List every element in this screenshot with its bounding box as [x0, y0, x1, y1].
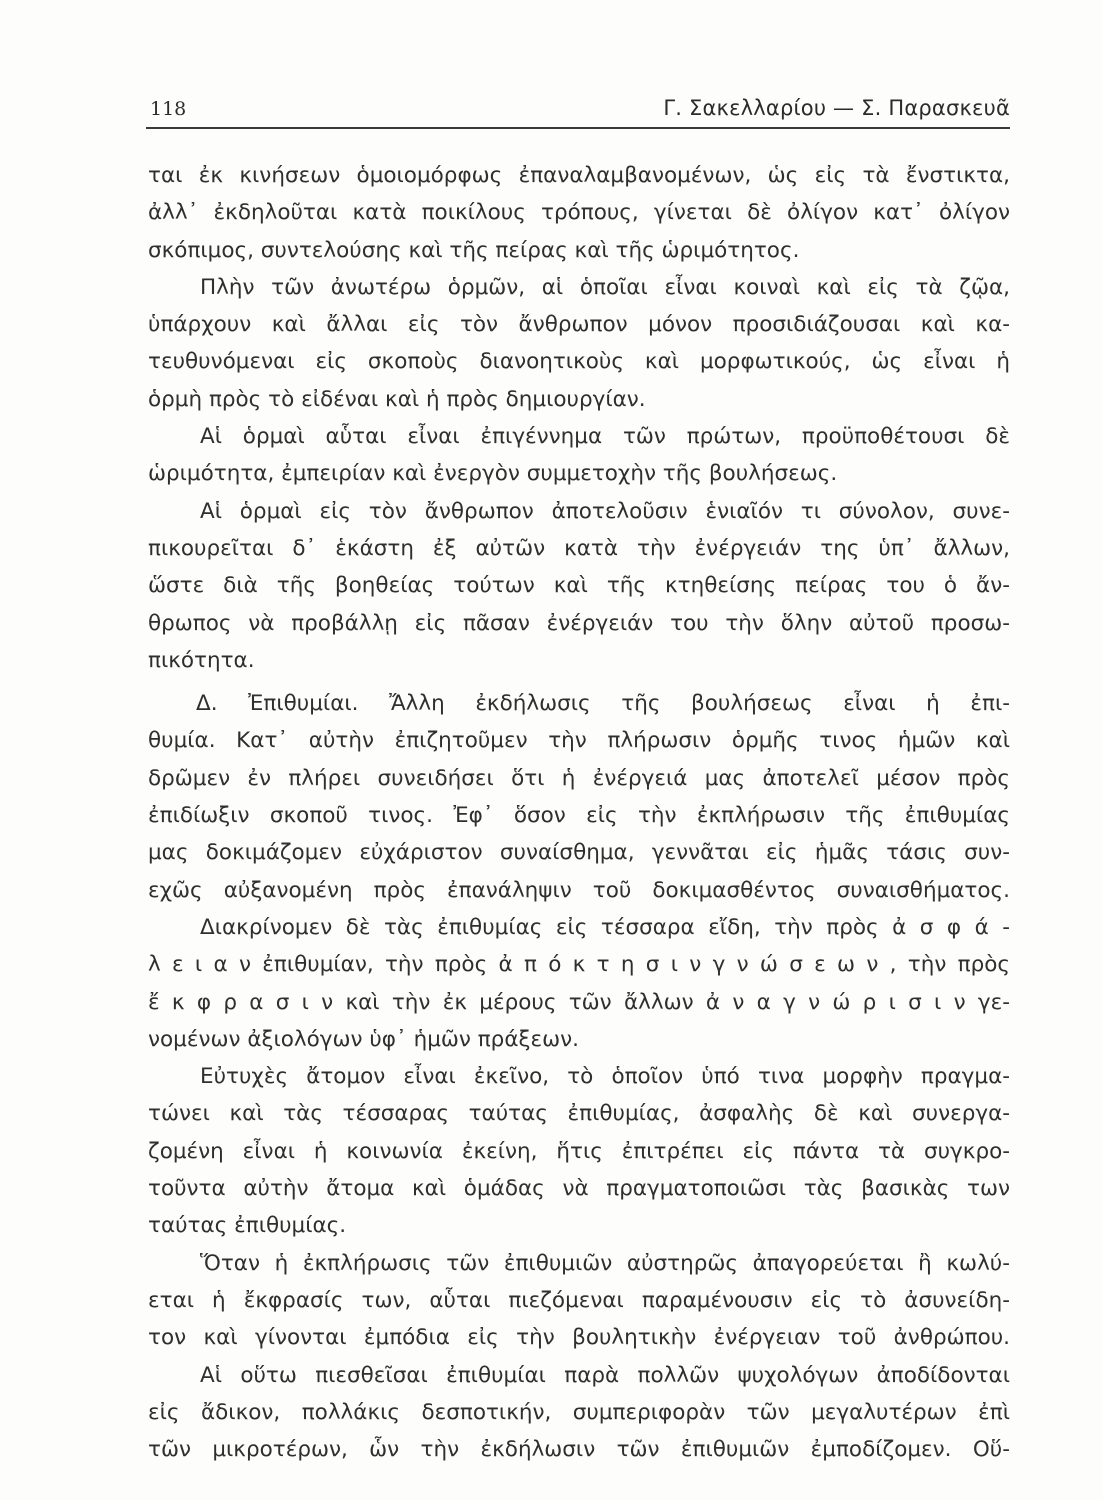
- text-line: ὡριμότητα, ἐμπειρίαν καὶ ἐνεργὸν συμμετοχὴν τῆς βουλήσεως.: [148, 461, 838, 487]
- header-rule: [146, 127, 1010, 129]
- section-heading-line: Δ. Ἐπιθυμίαι. Ἄλλη ἐκδήλωσις τῆς βουλήσεως εἶναι ἡ ἐπι-: [196, 691, 1010, 717]
- text-line: εχῶς αὐξανομένη πρὸς ἐπανάληψιν τοῦ δοκιμασθέντος συναισθήματος.: [148, 877, 1010, 903]
- running-head: Γ. Σακελλαρίου — Σ. Παρασκευᾶ: [663, 96, 1010, 120]
- text-line: Αἱ ὁρμαὶ αὗται εἶναι ἐπιγέννημα τῶν πρώτων, προϋποθέτουσι δὲ: [200, 424, 1010, 450]
- text-line: ται ἐκ κινήσεων ὁμοιομόρφως ἐπαναλαμβανομένων, ὡς εἰς τὰ ἔνστικτα,: [148, 163, 1010, 188]
- text-line: τευθυνόμεναι εἰς σκοποὺς διανοητικοὺς καὶ μορφωτικούς, ὡς εἶναι ἡ: [148, 349, 1010, 375]
- text-line: Αἱ ὁρμαὶ εἰς τὸν ἄνθρωπον ἀποτελοῦσιν ἑνιαῖόν τι σύνολον, συνε-: [200, 498, 1010, 524]
- text-line: εἰς ἄδικον, πολλάκις δεσποτικήν, συμπεριφορὰν τῶν μεγαλυτέρων ἐπὶ: [148, 1399, 1010, 1425]
- text-line: Διακρίνομεν δὲ τὰς ἐπιθυμίας εἰς τέσσαρα εἴδη, τὴν πρὸς ἀ σ φ ά -: [200, 914, 1010, 940]
- text-line: τώνει καὶ τὰς τέσσαρας ταύτας ἐπιθυμίας, ἀσφαλὴς δὲ καὶ συνεργα-: [148, 1101, 1010, 1127]
- text-line: ἀλλ᾽ ἐκδηλοῦται κατὰ ποικίλους τρόπους, γίνεται δὲ ὀλίγον κατ᾽ ὀλίγον: [148, 200, 1010, 226]
- text-line: ὥστε διὰ τῆς βοηθείας τούτων καὶ τῆς κτηθείσης πείρας του ὁ ἄν-: [148, 573, 1010, 599]
- text-line: λ ε ι α ν ἐπιθυμίαν, τὴν πρὸς ἀ π ό κ τ η σ ι ν γ ν ώ σ ε ω ν , τὴν πρὸς: [148, 952, 1010, 978]
- text-line: τῶν μικροτέρων, ὧν τὴν ἐκδήλωσιν τῶν ἐπιθυμιῶν ἐμποδίζομεν. Οὕ-: [148, 1437, 1010, 1463]
- text-line: θυμία. Κατ᾽ αὐτὴν ἐπιζητοῦμεν τὴν πλήρωσιν ὁρμῆς τινος ἡμῶν καὶ: [148, 728, 1010, 754]
- text-line: ἔ κ φ ρ α σ ι ν καὶ τὴν ἐκ μέρους τῶν ἄλλων ἀ ν α γ ν ώ ρ ι σ ι ν γε-: [148, 989, 1010, 1015]
- text-line: Αἱ οὕτω πιεσθεῖσαι ἐπιθυμίαι παρὰ πολλῶν ψυχολόγων ἀποδίδονται: [200, 1362, 1010, 1388]
- text-line: μας δοκιμάζομεν εὐχάριστον συναίσθημα, γεννᾶται εἰς ἡμᾶς τάσις συν-: [148, 840, 1010, 866]
- page-header: [150, 92, 1010, 128]
- page-number: 118: [150, 98, 187, 120]
- text-line: σκόπιμος, συντελούσης καὶ τῆς πείρας καὶ τῆς ὡριμότητος.: [148, 237, 800, 263]
- body-text: [148, 157, 1010, 1468]
- text-line: νομένων ἀξιολόγων ὑφ᾽ ἡμῶν πράξεων.: [148, 1026, 579, 1052]
- text-line: τοῦντα αὐτὴν ἄτομα καὶ ὁμάδας νὰ πραγματοποιῶσι τὰς βασικὰς των: [148, 1176, 1010, 1202]
- text-line: Ὅταν ἡ ἐκπλήρωσις τῶν ἐπιθυμιῶν αὐστηρῶς ἀπαγορεύεται ἢ κωλύ-: [200, 1250, 1010, 1276]
- text-line: τον καὶ γίνονται ἐμπόδια εἰς τὴν βουλητικὴν ἐνέργειαν τοῦ ἀνθρώπου.: [148, 1325, 1010, 1351]
- text-line: ταύτας ἐπιθυμίας.: [148, 1213, 347, 1239]
- text-line: ζομένη εἶναι ἡ κοινωνία ἐκείνη, ἥτις ἐπιτρέπει εἰς πάντα τὰ συγκρο-: [148, 1138, 1010, 1164]
- text-line: ὁρμὴ πρὸς τὸ εἰδέναι καὶ ἡ πρὸς δημιουργίαν.: [148, 386, 646, 412]
- text-line: θρωπος νὰ προβάλλῃ εἰς πᾶσαν ἐνέργειάν του τὴν ὅλην αὐτοῦ προσω-: [148, 610, 1010, 636]
- text-line: Πλὴν τῶν ἀνωτέρω ὁρμῶν, αἱ ὁποῖαι εἶναι κοιναὶ καὶ εἰς τὰ ζῷα,: [200, 274, 1010, 300]
- text-line: πικουρεῖται δ᾽ ἑκάστη ἐξ αὐτῶν κατὰ τὴν ἐνέργειάν της ὑπ᾽ ἄλλων,: [148, 535, 1010, 561]
- text-line: εται ἡ ἔκφρασίς των, αὗται πιεζόμεναι παραμένουσιν εἰς τὸ ἀσυνείδη-: [148, 1287, 1010, 1313]
- text-line: πικότητα.: [148, 647, 255, 673]
- text-line: Εὐτυχὲς ἄτομον εἶναι ἐκεῖνο, τὸ ὁποῖον ὑπό τινα μορφὴν πραγμα-: [200, 1064, 1010, 1090]
- text-line: ὑπάρχουν καὶ ἄλλαι εἰς τὸν ἄνθρωπον μόνον προσιδιάζουσαι καὶ κα-: [148, 312, 1010, 338]
- text-line: ἐπιδίωξιν σκοποῦ τινος. Ἐφ᾽ ὅσον εἰς τὴν ἐκπλήρωσιν τῆς ἐπιθυμίας: [148, 803, 1010, 829]
- text-line: δρῶμεν ἐν πλήρει συνειδήσει ὅτι ἡ ἐνέργειά μας ἀποτελεῖ μέσον πρὸς: [148, 765, 1010, 791]
